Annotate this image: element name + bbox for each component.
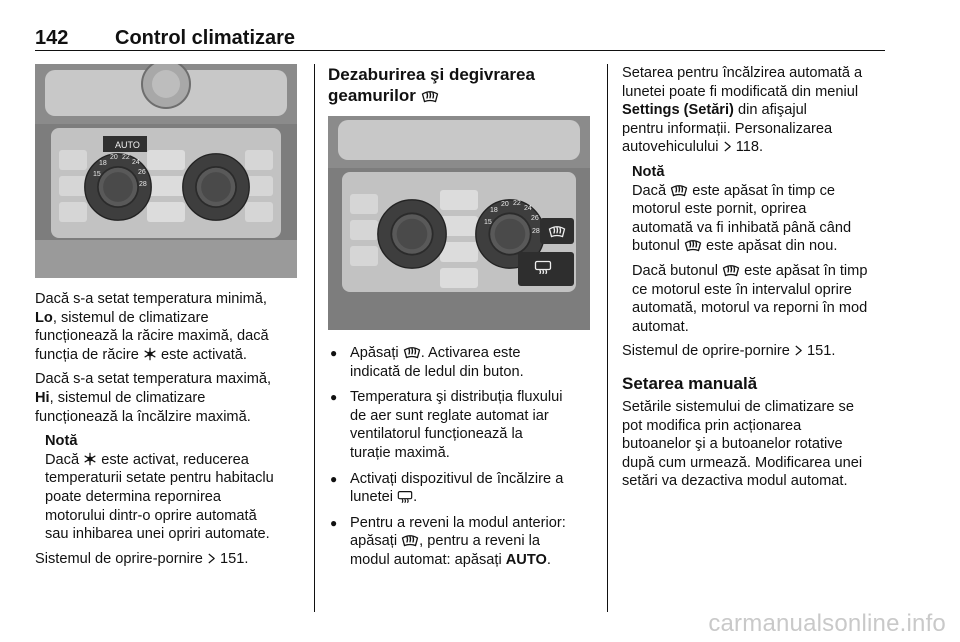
windshield-defrost-icon — [421, 89, 439, 103]
list-item: ● Activați dispozitivul de încălzire a lunetei . — [328, 470, 592, 507]
page-number: 142 — [35, 27, 69, 49]
page-reference-icon — [794, 344, 803, 357]
paragraph-stop-start: Sistemul de oprire-pornire 151. — [622, 343, 836, 360]
climate-panel-figure-1 — [35, 64, 297, 278]
note-block-2: Notă Dacă este apăsat în timp ce motorul este pornit, oprirea automată va fi inhibată până când butonul este apăsat din nou. Dacă butonul este apăsat în timp ce motorul este în intervalul oprire automată, motorul va reporni în mod automat. — [632, 163, 892, 336]
paragraph-min-temp: Dacă s-a setat temperatura minimă, Lo, sistemul de climatizare funcționează la răcire maximă, dacă funcția de răcire este activată. — [35, 291, 269, 363]
dial-number: 24 — [132, 159, 140, 166]
windshield-defrost-icon — [401, 533, 419, 547]
watermark: carmanualsonline.info — [708, 610, 946, 637]
dial-number: 22 — [122, 154, 130, 161]
page-reference-icon — [723, 140, 732, 153]
windshield-defrost-icon — [670, 183, 688, 197]
note-block-1: Notă Dacă este activat, reducerea temperaturii setate pentru habitaclu poate determina repornirea motorului dintr-o oprire automată sau inhibarea unei opriri automate. — [45, 432, 297, 544]
paragraph-manual-settings: Setările sistemului de climatizare se pot modifica prin acționarea butoanelor şi a butoanelor rotative după cum urmează. Modificarea unei setări va dezactiva modul automat. — [622, 398, 863, 490]
list-item: ● Apăsați . Activarea este indicată de ledul din buton. — [328, 344, 592, 381]
rear-window-heating-icon — [397, 490, 413, 503]
temperature-dial-right — [183, 154, 250, 221]
climate-panel-figure-2 — [328, 116, 590, 330]
note-title: Notă — [45, 433, 78, 450]
column-1 — [35, 64, 297, 574]
paragraph-rear-heating-settings: Setarea pentru încălzirea automată a lunetei poate fi modificată din meniul Settings (Setări) din afişajul pentru informații. Personalizarea autovehiculului 118. — [622, 65, 863, 156]
dial-number: 20 — [110, 154, 118, 161]
column-3 — [622, 64, 892, 497]
column-divider-2 — [607, 64, 608, 612]
dial-number: 15 — [93, 171, 101, 178]
windshield-defrost-icon — [684, 238, 702, 252]
dial-number: 22 — [513, 200, 521, 207]
windshield-defrost-icon — [722, 263, 740, 277]
dial-number: 24 — [524, 205, 532, 212]
windshield-defrost-icon — [403, 345, 421, 359]
dial-number: 26 — [138, 169, 146, 176]
defrost-steps-list — [328, 344, 592, 570]
page-reference-icon — [207, 552, 216, 565]
dial-number: 20 — [501, 201, 509, 208]
note-title: Notă — [632, 163, 665, 180]
section-heading-manual: Setarea manuală — [622, 373, 758, 393]
dial-number: 18 — [490, 207, 498, 214]
paragraph-max-temp: Dacă s-a setat temperatura maximă, Hi, sistemul de climatizare funcționează la încălzire maximă. — [35, 371, 272, 425]
snowflake-icon — [83, 452, 97, 466]
dial-number: 15 — [484, 219, 492, 226]
column-divider-1 — [314, 64, 315, 612]
header-rule — [35, 50, 885, 51]
dial-number: 28 — [532, 228, 540, 235]
snowflake-icon — [143, 347, 157, 361]
paragraph-stop-start: Sistemul de oprire-pornire 151. — [35, 550, 249, 567]
auto-panel-label: AUTO — [115, 140, 140, 150]
section-heading-defrost: Dezaburirea şi degivrarea geamurilor — [328, 65, 535, 105]
dial-number: 26 — [531, 215, 539, 222]
list-item: ● Pentru a reveni la modul anterior: apăsați , pentru a reveni la modul automat: apăsați AUTO. — [328, 514, 592, 570]
page-title: Control climatizare — [115, 27, 296, 49]
column-2 — [328, 64, 592, 577]
temperature-dial-left — [378, 200, 446, 268]
dial-number: 28 — [139, 181, 147, 188]
list-item: ● Temperatura şi distribuția fluxului de aer sunt reglate automat iar ventilatorul funcționează la turație maximă. — [328, 388, 592, 462]
dial-number: 18 — [99, 160, 107, 167]
